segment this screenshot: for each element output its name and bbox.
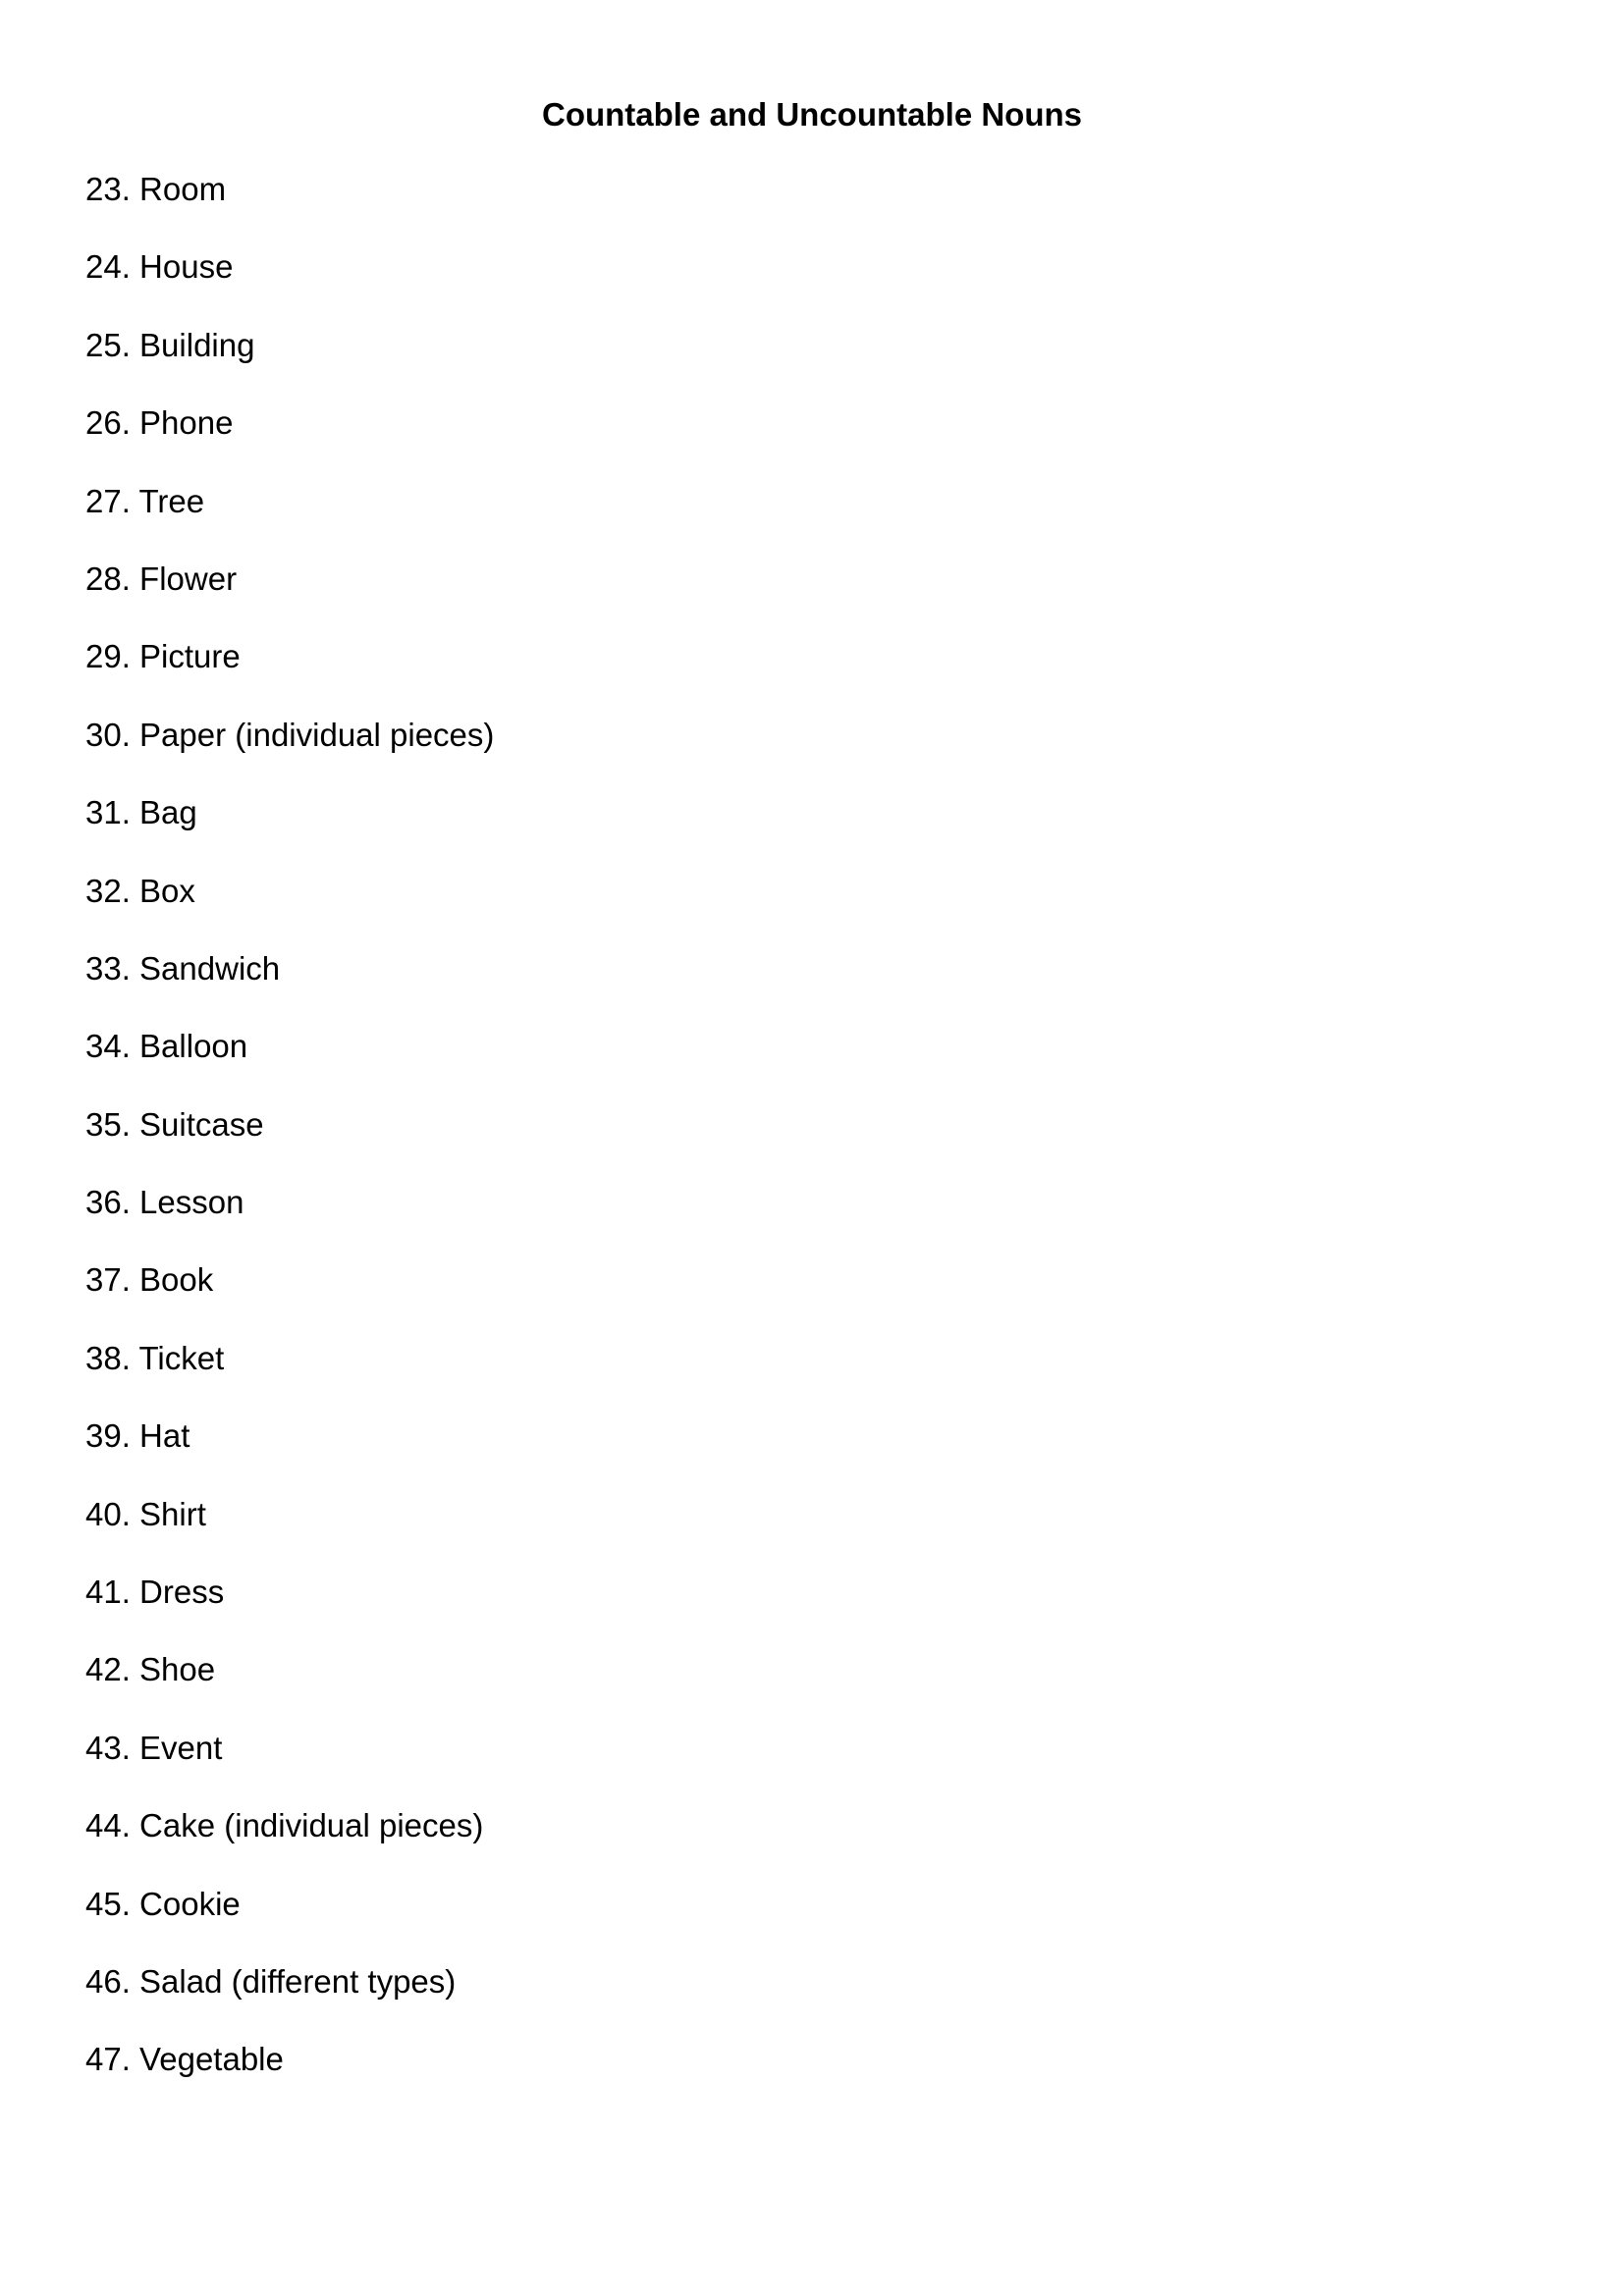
page-title: Countable and Uncountable Nouns — [542, 96, 1082, 133]
list-item: 42. Shoe — [85, 1651, 216, 1688]
list-item: 24. House — [85, 248, 234, 286]
list-item: 23. Room — [85, 171, 227, 207]
list-item: 46. Salad (different types) — [85, 1962, 457, 2000]
list-item: 26. Phone — [85, 404, 234, 442]
list-item: 25. Building — [85, 326, 255, 363]
list-item: 39. Hat — [85, 1417, 190, 1455]
list-item: 28. Flower — [85, 560, 238, 597]
list-item: 38. Ticket — [85, 1339, 225, 1376]
list-item: 37. Book — [85, 1261, 214, 1299]
list-item: 31. Bag — [85, 794, 197, 831]
list-item: 34. Balloon — [85, 1028, 248, 1065]
list-item: 30. Paper (individual pieces) — [85, 716, 495, 753]
list-item: 27. Tree — [85, 482, 205, 519]
list-item: 35. Suitcase — [85, 1105, 264, 1143]
list-item: 40. Shirt — [85, 1495, 206, 1532]
noun-list — [85, 169, 494, 2117]
list-item: 33. Sandwich — [85, 949, 281, 987]
list-item: 41. Dress — [85, 1574, 225, 1611]
list-item: 29. Picture — [85, 638, 241, 675]
list-item: 43. Event — [85, 1729, 223, 1766]
list-item: 47. Vegetable — [85, 2041, 284, 2078]
list-item: 44. Cake (individual pieces) — [85, 1807, 484, 1844]
list-item: 32. Box — [85, 872, 195, 909]
list-item: 36. Lesson — [85, 1184, 244, 1221]
list-item: 45. Cookie — [85, 1885, 241, 1922]
